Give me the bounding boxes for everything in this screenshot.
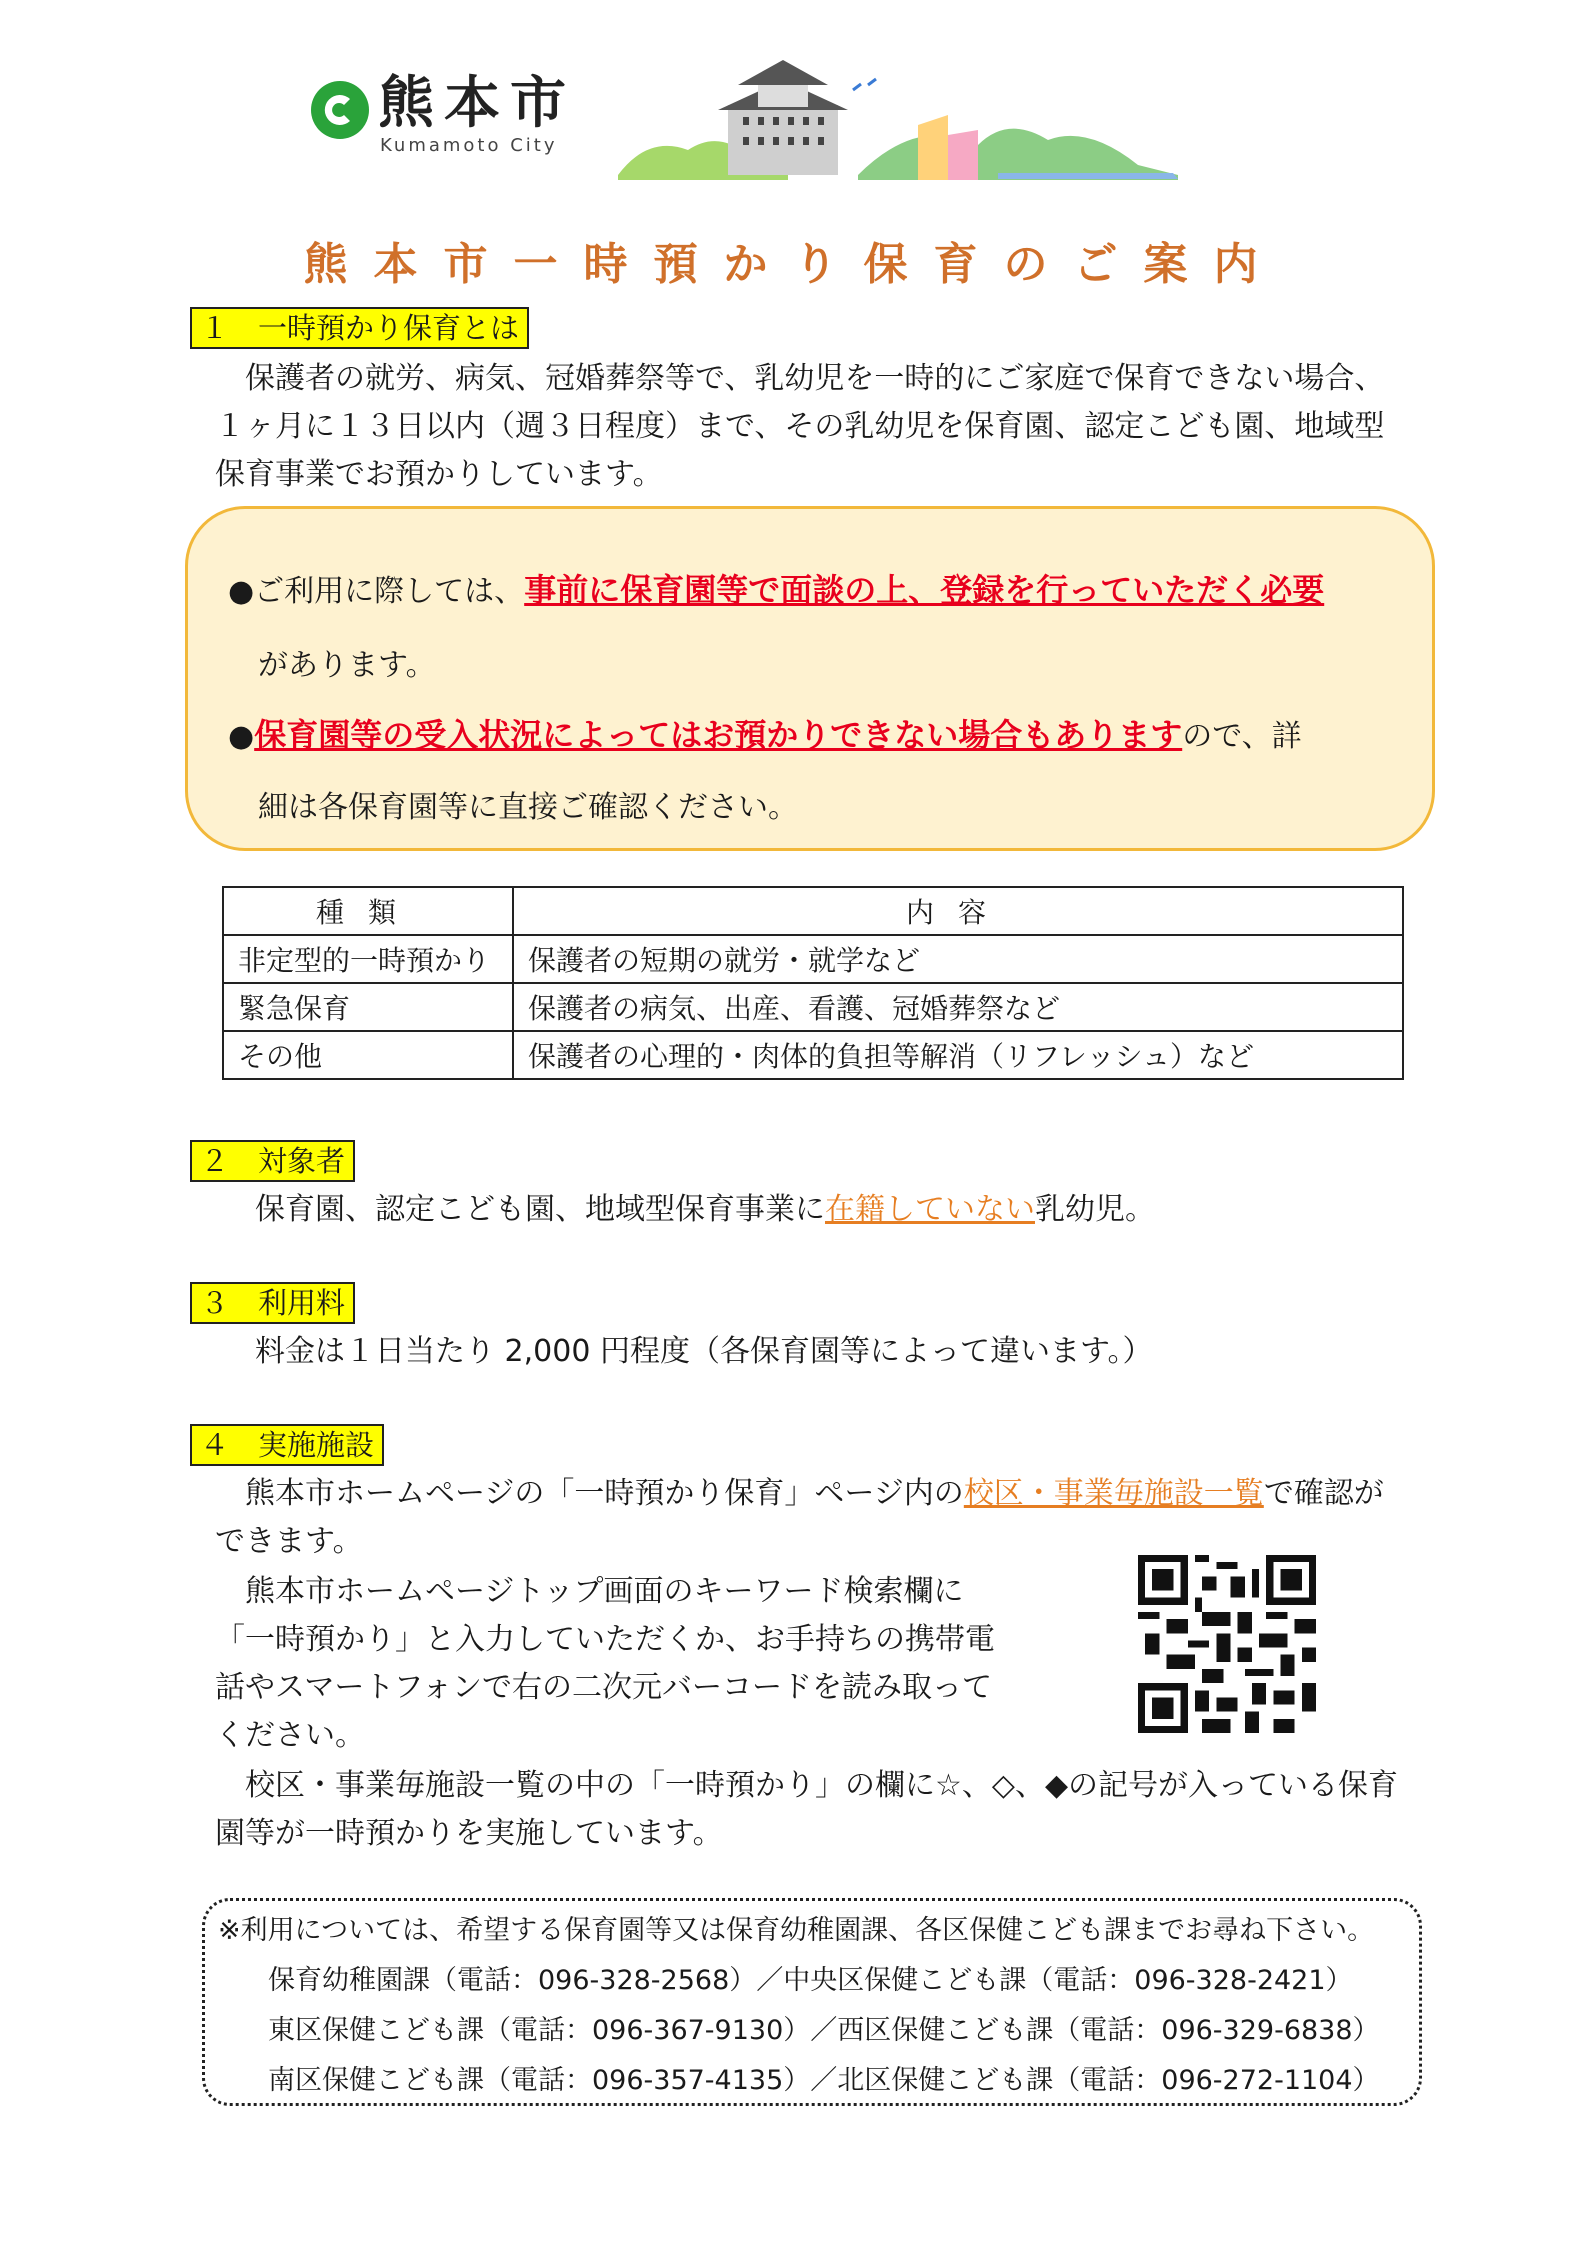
notice-1 <box>228 565 1324 611</box>
table-header-content: 内容 <box>513 887 1403 935</box>
section4-paragraph-3: 校区・事業毎施設一覧の中の「一時預かり」の欄に☆、◇、◆の記号が入っている保育園等が一時預かりを実施しています。 <box>215 1768 1399 1851</box>
contact-line-3: 南区保健こども課（電話：096-357-4135）／北区保健こども課（電話：096-272-1104） <box>268 2065 1380 2096</box>
notice-2 <box>228 710 1302 756</box>
section1-body: 保護者の就労、病気、冠婚葬祭等で、乳幼児を一時的にご家庭で保育できない場合、１ヶ月に１３日以内（週３日程度）まで、その乳幼児を保育園、認定こども園、地域型保育事業でお預かりしています。 <box>215 361 1385 492</box>
facility-list-link[interactable]: 校区・事業毎施設一覧 <box>963 1476 1264 1511</box>
section1-heading: １ 一時預かり保育とは <box>190 307 529 349</box>
kumamoto-city-logo-icon <box>310 80 370 140</box>
table-cell-content: 保護者の病気、出産、看護、冠婚葬祭など <box>513 983 1403 1031</box>
section4-p1-prefix: 熊本市ホームページの「一時預かり保育」ページ内の <box>245 1476 964 1511</box>
castle-landscape-illustration <box>618 55 1178 185</box>
notice-2-bullet: ● <box>228 719 255 754</box>
type-table <box>222 886 1404 1080</box>
section2-heading: ２ 対象者 <box>190 1140 355 1182</box>
table-header-row <box>223 887 1403 935</box>
section4-heading: ４ 実施施設 <box>190 1424 384 1466</box>
section3-body: 料金は１日当たり 2,000 円程度（各保育園等によって違います。） <box>255 1334 1153 1369</box>
section4-paragraph-2: 熊本市ホームページトップ画面のキーワード検索欄に「一時預かり」と入力していただくか、お手持ちの携帯電話やスマートフォンで右の二次元バーコードを読み取ってください。 <box>215 1574 995 1753</box>
section3-heading: ３ 利用料 <box>190 1282 355 1324</box>
table-row <box>223 1031 1403 1079</box>
section4-p1-suffix: で確認ができます。 <box>215 1476 1384 1559</box>
notice-2-mid: ので、詳 <box>1182 719 1302 754</box>
table-cell-type: 緊急保育 <box>223 983 513 1031</box>
notice-1-emphasis: 事前に保育園等で面談の上、登録を行っていただく必要 <box>524 571 1325 609</box>
notice-2-emphasis: 保育園等の受入状況によってはお預かりできない場合もあります <box>254 716 1183 754</box>
section2-body <box>255 1186 1155 1234</box>
logo-subtitle: Kumamoto City <box>380 135 558 156</box>
notice-1-suffix: があります。 <box>258 648 436 683</box>
contact-line-2: 東区保健こども課（電話：096-367-9130）／西区保健こども課（電話：096-329-6838） <box>268 2015 1380 2046</box>
table-cell-type: その他 <box>223 1031 513 1079</box>
section2-body-suffix: 乳幼児。 <box>1035 1192 1155 1227</box>
not-enrolled-link[interactable]: 在籍していない <box>825 1192 1035 1227</box>
contact-line-1: 保育幼稚園課（電話：096-328-2568）／中央区保健こども課（電話：096-328-2421） <box>268 1965 1353 1996</box>
logo-text: 熊本市 <box>378 71 576 136</box>
contact-intro: ※利用については、希望する保育園等又は保育幼稚園課、各区保健こども課までお尋ね下さい。 <box>218 1915 1375 1946</box>
notice-1-prefix: ●ご利用に際しては、 <box>228 574 525 609</box>
table-row <box>223 935 1403 983</box>
section4-paragraph-1 <box>215 1470 1410 1566</box>
page-title: 熊本市一時預かり保育のご案内 <box>303 239 1284 290</box>
table-cell-content: 保護者の心理的・肉体的負担等解消（リフレッシュ）など <box>513 1031 1403 1079</box>
notice-2-suffix: 細は各保育園等に直接ご確認ください。 <box>258 790 798 825</box>
table-cell-type: 非定型的一時預かり <box>223 935 513 983</box>
table-row <box>223 983 1403 1031</box>
table-header-type: 種類 <box>223 887 513 935</box>
section2-body-prefix: 保育園、認定こども園、地域型保育事業に <box>255 1192 825 1227</box>
table-cell-content: 保護者の短期の就労・就学など <box>513 935 1403 983</box>
qr-code-icon[interactable] <box>1138 1555 1316 1733</box>
